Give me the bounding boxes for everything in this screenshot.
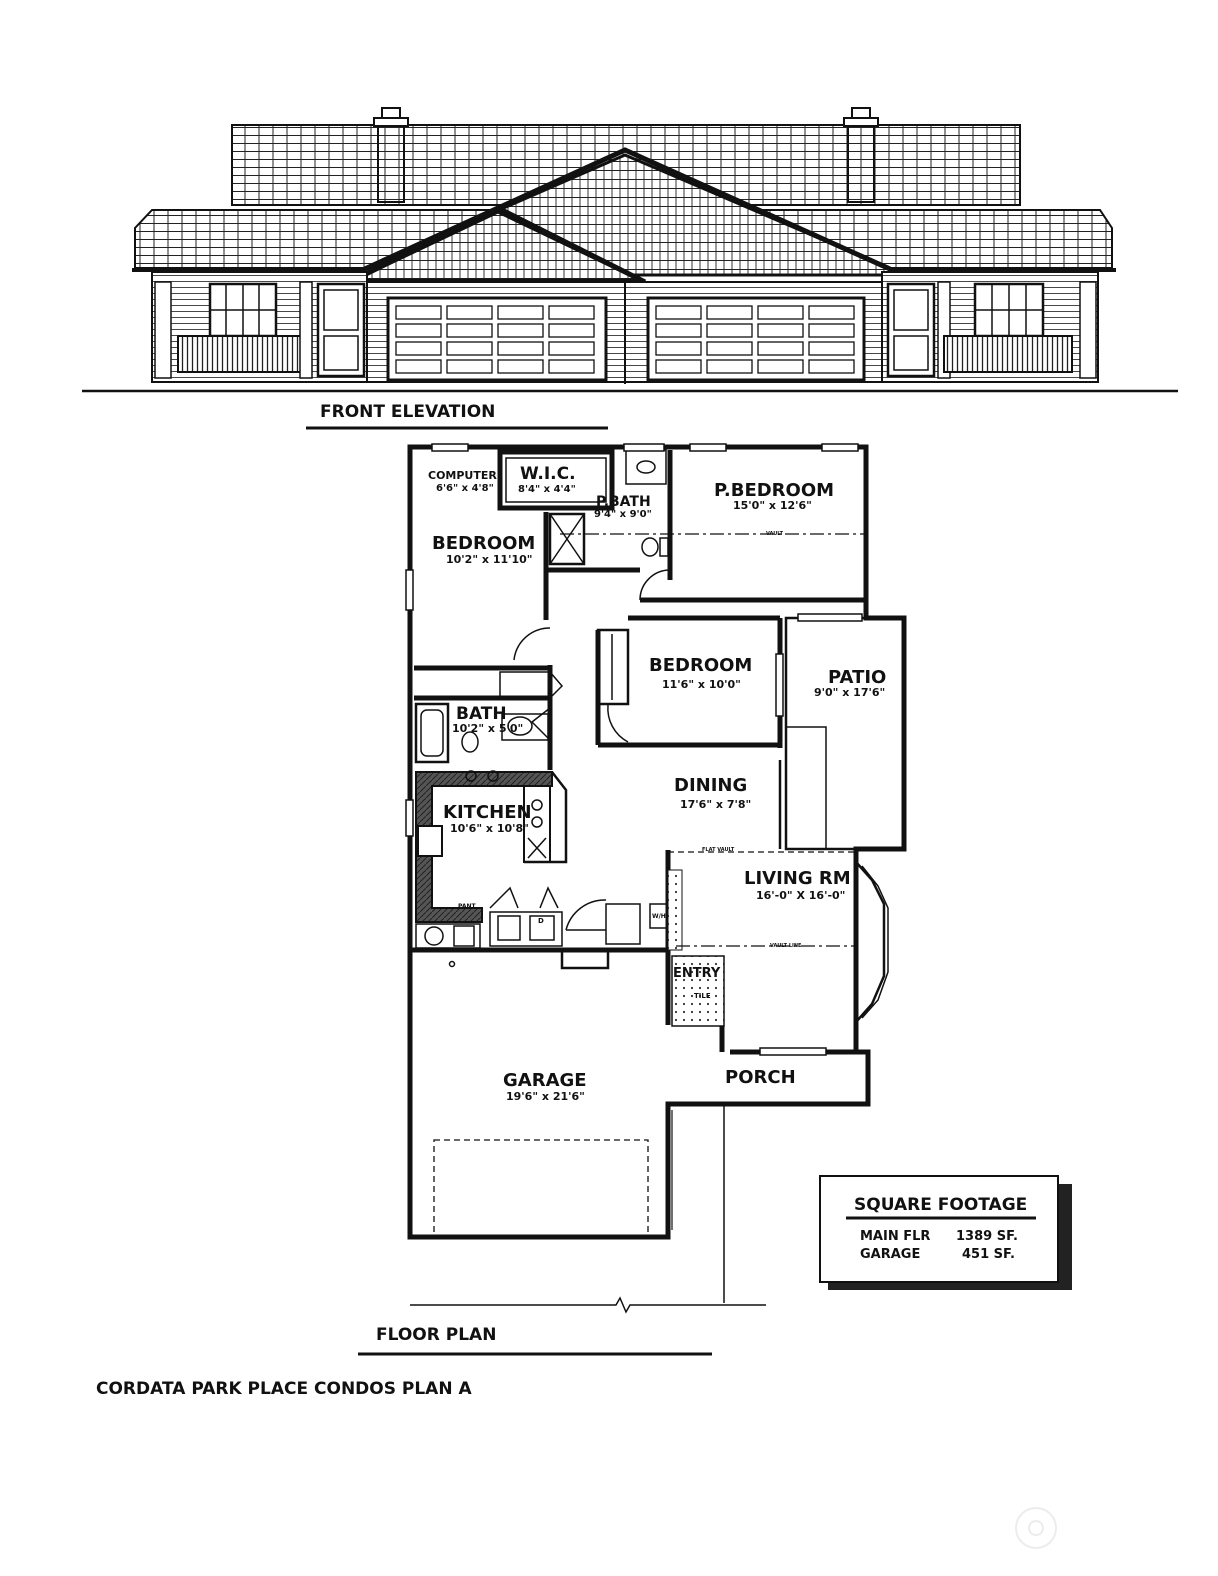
room-garage-dim: 19'6" x 21'6" [506, 1090, 585, 1103]
room-kitchen-name: KITCHEN [443, 802, 532, 823]
room-living-dim: 16'-0" X 16'-0" [756, 889, 846, 902]
garage-door-panel [498, 324, 543, 337]
railing-right [944, 336, 1072, 372]
garage-door-right [648, 298, 864, 380]
square-footage-box [820, 1176, 1072, 1290]
room-bath-name: BATH [456, 704, 507, 724]
sqft-row-2-value: 451 SF. [962, 1247, 1015, 1262]
room-wic-name: W.I.C. [520, 464, 576, 484]
garage-door-panel [707, 306, 752, 319]
garage-door-panel [656, 306, 701, 319]
garage-door-panel [707, 360, 752, 373]
note-vault-line: VAULT LINE [770, 943, 802, 949]
garage-door-panel [549, 360, 594, 373]
room-wic-dim: 8'4" x 4'4" [518, 484, 576, 495]
room-pbath-dim: 9'4" x 9'0" [594, 509, 652, 520]
dishwasher-label: D [538, 917, 544, 925]
front-elevation [82, 108, 1178, 428]
room-entry-name: ENTRY [673, 966, 721, 981]
note-pant: PANT [458, 903, 476, 910]
garage-door-panel [447, 342, 492, 355]
garage-door-left [388, 298, 606, 380]
watermark-logo [1016, 1508, 1056, 1548]
room-computer-name: COMPUTER [428, 469, 497, 482]
room-dining-dim: 17'6" x 7'8" [680, 798, 752, 811]
note-tile: TILE [694, 992, 711, 1000]
garage-door-panel [809, 360, 854, 373]
room-bedroom1-dim: 10'2" x 11'10" [446, 553, 533, 566]
garage-door-panel [498, 360, 543, 373]
garage-door-panel [707, 324, 752, 337]
garage-door-panel [498, 306, 543, 319]
room-garage-name: GARAGE [503, 1070, 587, 1091]
room-porch-name: PORCH [725, 1067, 796, 1088]
garage-door-panel [396, 324, 441, 337]
garage-door-panel [447, 360, 492, 373]
room-kitchen-dim: 10'6" x 10'8" [450, 822, 529, 835]
garage-door-panel [809, 324, 854, 337]
garage-door-panel [396, 306, 441, 319]
sqft-row-1-label: MAIN FLR [860, 1229, 931, 1244]
garage-door-panel [809, 306, 854, 319]
patio-slab [786, 618, 904, 849]
sqft-row-2-label: GARAGE [860, 1247, 921, 1262]
plan-name: CORDATA PARK PLACE CONDOS PLAN A [96, 1379, 472, 1399]
garage-door-panel [656, 342, 701, 355]
room-pbedroom-dim: 15'0" x 12'6" [733, 499, 812, 512]
note-flat-vault: FLAT VAULT [702, 847, 735, 853]
floor-plan-title: FLOOR PLAN [376, 1325, 497, 1345]
room-pbath-name: P.BATH [596, 494, 651, 510]
garage-door-panel [758, 360, 803, 373]
garage-door-panel [656, 324, 701, 337]
garage-door-panel [447, 306, 492, 319]
garage-door-panel [758, 342, 803, 355]
garage-door-panel [549, 342, 594, 355]
room-patio-dim: 9'0" x 17'6" [814, 686, 886, 699]
garage-door-panel [758, 324, 803, 337]
room-pbedroom-name: P.BEDROOM [714, 480, 835, 501]
room-bedroom2-dim: 11'6" x 10'0" [662, 678, 741, 691]
garage-door-panel [549, 306, 594, 319]
room-patio-name: PATIO [828, 667, 887, 688]
garage-parking-outline [434, 1140, 648, 1237]
room-dining-name: DINING [674, 775, 748, 796]
water-heater-label: W/H [652, 913, 666, 920]
garage-door-panel [396, 360, 441, 373]
garage-door-panel [707, 342, 752, 355]
garage-door-panel [396, 342, 441, 355]
garage-door-panel [809, 342, 854, 355]
note-vault: VAULT [766, 531, 784, 537]
garage-door-panel [758, 306, 803, 319]
sqft-title: SQUARE FOOTAGE [854, 1195, 1028, 1215]
room-living-name: LIVING RM [744, 868, 851, 889]
room-computer-dim: 6'6" x 4'8" [436, 483, 494, 494]
garage-door-panel [656, 360, 701, 373]
garage-door-panel [447, 324, 492, 337]
room-bedroom2-name: BEDROOM [649, 655, 753, 676]
room-bedroom1-name: BEDROOM [432, 533, 536, 554]
garage-door-panel [498, 342, 543, 355]
room-bath-dim: 10'2" x 5'0" [452, 722, 524, 735]
chimney-left [374, 108, 408, 202]
elevation-title: FRONT ELEVATION [320, 402, 496, 422]
sqft-row-1-value: 1389 SF. [956, 1229, 1018, 1244]
garage-door-panel [549, 324, 594, 337]
chimney-right [844, 108, 878, 202]
railing-left [178, 336, 304, 372]
